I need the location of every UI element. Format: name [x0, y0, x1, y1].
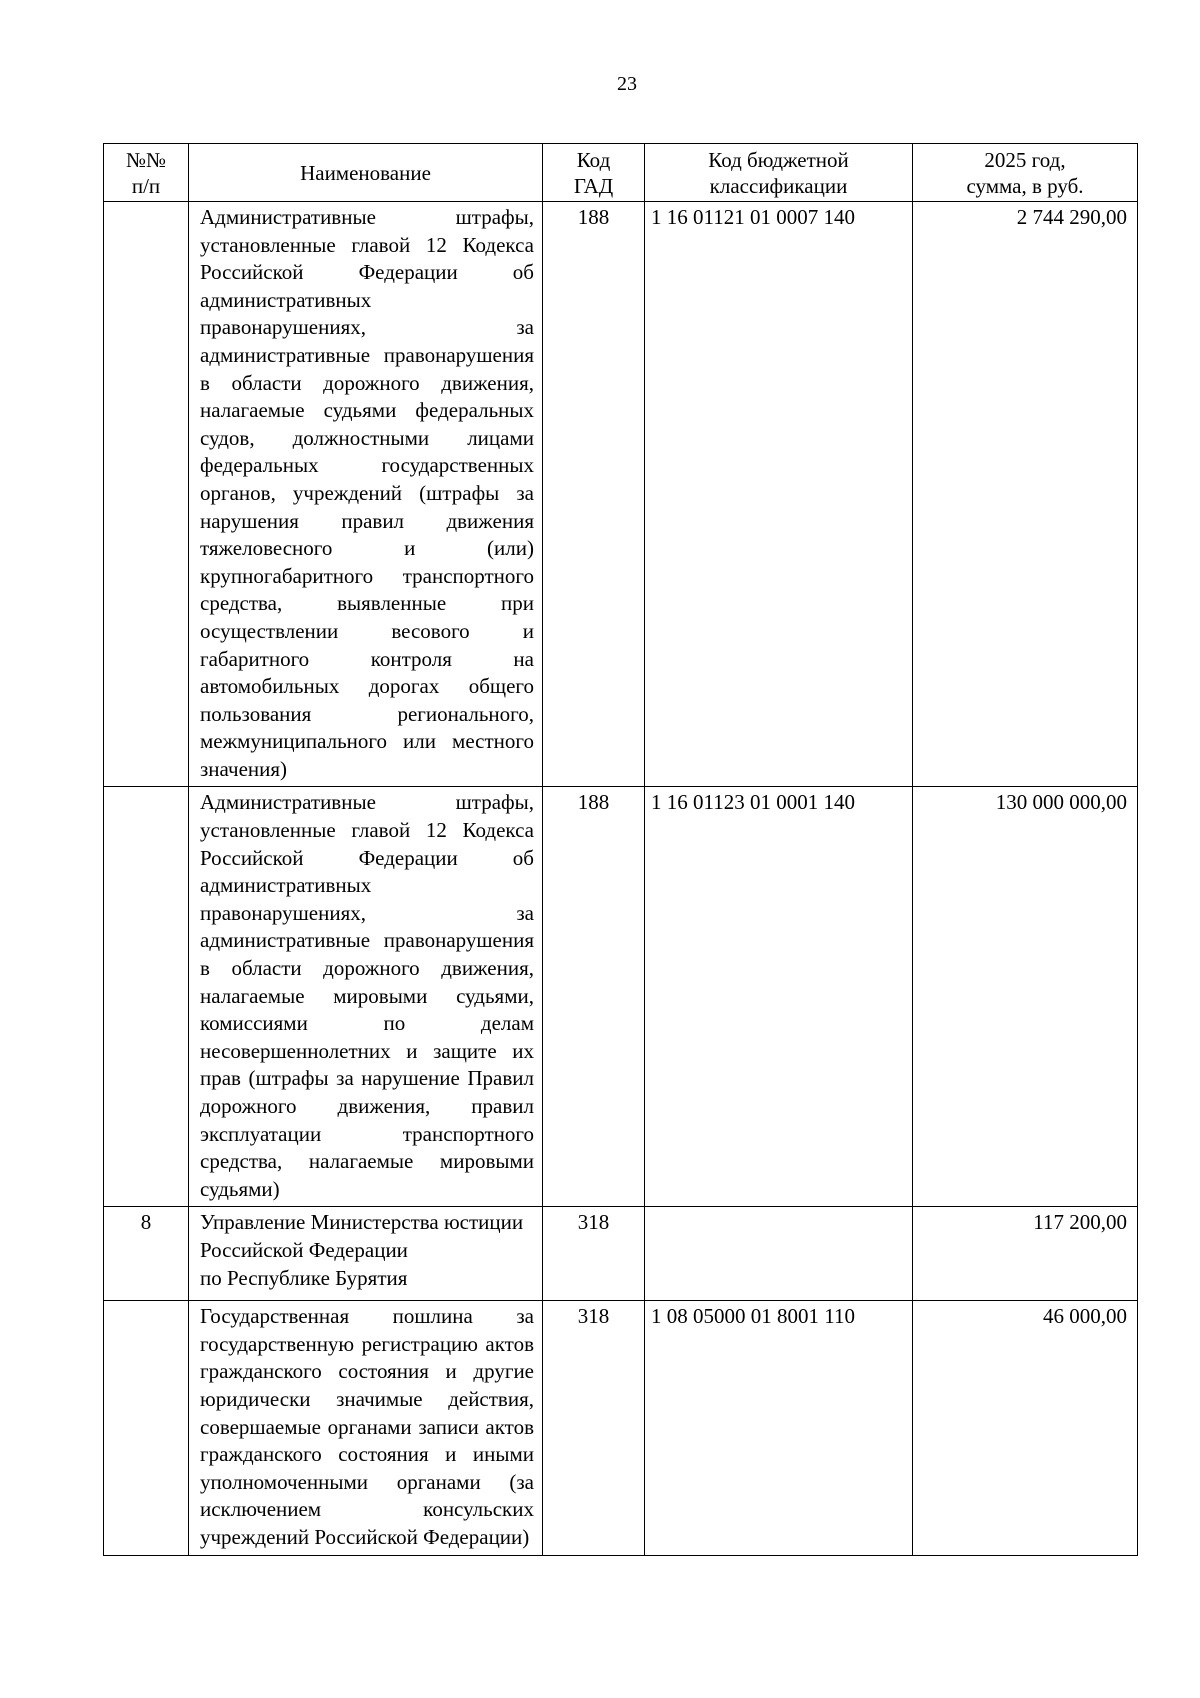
row-name: Административные штрафы, установленные главой 12 Кодекса Российской Федерации об административных правонарушениях, за административные правонарушения в области дорожного движения, налагаемые судьями федеральных судов, должностными лицами федеральных государственных органов, учреждений (штрафы за нарушения правил движения тяжеловесного и (или) крупногабаритного транспортного средства, выявленные при осуществлении весового и габаритного контроля на автомобильных дорогах общего пользования регионального, межмуниципального или местного значения) — [189, 202, 543, 787]
row-sum: 2 744 290,00 — [913, 202, 1138, 787]
header-sum — [913, 144, 1138, 202]
row-sum: 130 000 000,00 — [913, 787, 1138, 1207]
row-num — [104, 202, 189, 787]
header-sum-text: 2025 год, сумма, в руб. — [966, 148, 1084, 198]
header-name — [189, 144, 543, 202]
row-name: Административные штрафы, установленные главой 12 Кодекса Российской Федерации об административных правонарушениях, за административные правонарушения в области дорожного движения, налагаемые мировыми судьями, комиссиями по делам несовершеннолетних и защите их прав (штрафы за нарушение Правил дорожного движения, правил эксплуатации транспортного средства, налагаемые мировыми судьями) — [189, 787, 543, 1207]
row-num: 8 — [104, 1207, 189, 1301]
row-kbk: 1 16 01123 01 0001 140 — [645, 787, 913, 1207]
row-num — [104, 1301, 189, 1555]
row-gad: 188 — [543, 202, 645, 787]
row-gad: 318 — [543, 1301, 645, 1555]
row-kbk: 1 16 01121 01 0007 140 — [645, 202, 913, 787]
row-kbk — [645, 1207, 913, 1301]
table-row — [104, 202, 1138, 787]
header-name-text: Наименование — [300, 161, 431, 185]
table-row — [104, 1207, 1138, 1301]
header-num-text: №№ п/п — [125, 148, 167, 198]
row-kbk: 1 08 05000 01 8001 110 — [645, 1301, 913, 1555]
row-name: Государственная пошлина за государственную регистрацию актов гражданского состояния и другие юридически значимые действия, совершаемые органами записи актов гражданского состояния и иными уполномоченными органами (за исключением консульских учреждений Российской Федерации) — [189, 1301, 543, 1555]
table-header-row — [104, 144, 1138, 202]
header-num — [104, 144, 189, 202]
row-num — [104, 787, 189, 1207]
header-gad — [543, 144, 645, 202]
budget-revenue-table — [103, 143, 1138, 1556]
table-row — [104, 787, 1138, 1207]
row-name: Управление Министерства юстиции Российской Федерации по Республике Бурятия — [189, 1207, 543, 1301]
row-gad: 318 — [543, 1207, 645, 1301]
row-sum: 46 000,00 — [913, 1301, 1138, 1555]
header-kbk-text: Код бюджетной классификации — [708, 148, 849, 198]
row-gad: 188 — [543, 787, 645, 1207]
page-number: 23 — [617, 73, 637, 95]
row-sum: 117 200,00 — [913, 1207, 1138, 1301]
table-row — [104, 1301, 1138, 1555]
header-kbk — [645, 144, 913, 202]
header-gad-text: Код ГАД — [573, 148, 614, 198]
